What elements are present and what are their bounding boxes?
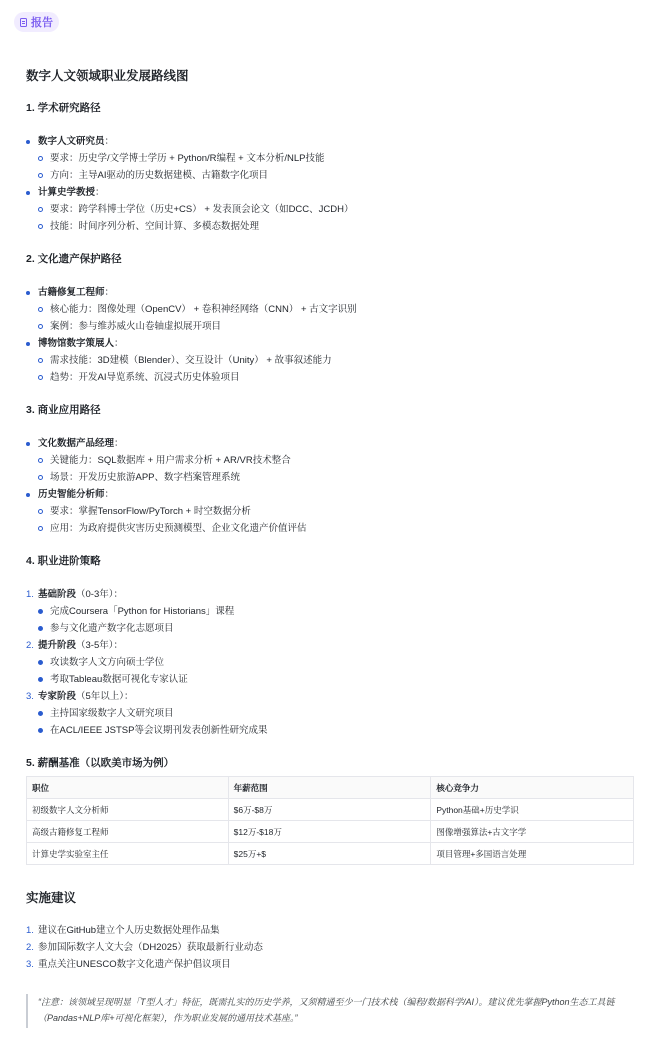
- note-blockquote: [26, 994, 632, 1028]
- stage-suffix: （0-3年）：: [76, 589, 123, 600]
- section-heading: 1. 学术研究路径: [26, 102, 101, 114]
- note-text: “注意：该领域呈现明显「T型人才」特征，既需扎实的历史学养，又须精通至少一门技术栈（编程/数据科学/AI）。建议优先掌握Python生态工具链（Pandas+NLP库+可视化框架），作为职业发展的通用技术基座。”: [38, 997, 615, 1023]
- bullet-icon: [38, 173, 43, 178]
- stage-suffix: （5年以上）：: [76, 691, 134, 702]
- report-tab[interactable]: [14, 12, 59, 32]
- role-suffix: ：: [104, 136, 115, 147]
- detail-text: 趋势：开发AI导览系统、沉浸式历史体验项目: [50, 372, 240, 383]
- table-cell: 初级数字人文分析师: [27, 799, 229, 821]
- table-header-row: [27, 777, 634, 799]
- detail-text: 案例：参与维苏威火山卷轴虚拟展开项目: [50, 321, 222, 332]
- bullet-icon: [38, 207, 43, 212]
- bullet-icon: [26, 493, 30, 497]
- bullet-icon: [38, 728, 43, 733]
- detail-text: 场景：开发历史旅游APP、数字档案管理系统: [50, 472, 241, 483]
- role-name: 古籍修复工程师: [38, 287, 105, 298]
- list-number: 2.: [26, 640, 34, 651]
- detail-text: 要求：掌握TensorFlow/PyTorch + 时空数据分析: [50, 506, 251, 517]
- list-number: 1.: [26, 589, 34, 600]
- bullet-icon: [38, 660, 43, 665]
- bullet-icon: [38, 677, 43, 682]
- suggestion-text: 重点关注UNESCO数字文化遗产保护倡议项目: [38, 959, 231, 970]
- bullet-icon: [26, 140, 30, 144]
- detail-text: 要求：跨学科博士学位（历史+CS） + 发表顶会论文（如DCC、JCDH）: [50, 204, 354, 215]
- detail-text: 方向：主导AI驱动的历史数据建模、古籍数字化项目: [50, 170, 268, 181]
- bullet-icon: [38, 626, 43, 631]
- stage-name: 基础阶段: [38, 589, 77, 600]
- bullet-icon: [38, 711, 43, 716]
- section-heading: 2. 文化遗产保护路径: [26, 253, 122, 265]
- detail-text: 应用：为政府提供灾害历史预测模型、企业文化遗产价值评估: [50, 523, 307, 534]
- table-cell: 计算史学实验室主任: [27, 843, 229, 865]
- detail-text: 关键能力：SQL数据库 + 用户需求分析 + AR/VR技术整合: [50, 455, 291, 466]
- salary-table: [26, 776, 634, 865]
- detail-text: 技能：时间序列分析、空间计算、多模态数据处理: [50, 221, 260, 232]
- column-header: 核心竞争力: [431, 777, 634, 799]
- table-cell: 图像增强算法+古文字学: [431, 821, 634, 843]
- detail-text: 要求：历史学/文学博士学历 + Python/R编程 + 文本分析/NLP技能: [50, 153, 325, 164]
- bullet-icon: [26, 191, 30, 195]
- bullet-icon: [38, 358, 43, 363]
- role-suffix: ：: [104, 489, 115, 500]
- detail-text: 考取Tableau数据可视化专家认证: [50, 674, 188, 685]
- detail-text: 参与文化遗产数字化志愿项目: [50, 623, 174, 634]
- role-suffix: ：: [104, 287, 115, 298]
- list-number: 3.: [26, 959, 34, 970]
- role-suffix: ：: [95, 187, 105, 198]
- table-cell: $25万+$: [228, 843, 431, 865]
- report-tab-label: 报告: [31, 17, 53, 29]
- column-header: 年薪范围: [228, 777, 431, 799]
- bullet-icon: [38, 375, 43, 380]
- bullet-icon: [26, 291, 30, 295]
- stage-suffix: （3-5年）：: [76, 640, 123, 651]
- suggestion-text: 参加国际数字人文大会（DH2025）获取最新行业动态: [38, 942, 263, 953]
- bullet-icon: [38, 509, 43, 514]
- table-cell: $6万-$8万: [228, 799, 431, 821]
- bullet-icon: [38, 526, 43, 531]
- section-heading: 3. 商业应用路径: [26, 404, 101, 416]
- table-cell: 项目管理+多国语言处理: [431, 843, 634, 865]
- detail-text: 完成Coursera「Python for Historians」课程: [50, 606, 235, 617]
- column-header: 职位: [27, 777, 229, 799]
- role-name: 博物馆数字策展人: [38, 338, 115, 349]
- role-name: 文化数据产品经理: [38, 438, 115, 449]
- role-suffix: ：: [114, 438, 124, 449]
- list-number: 1.: [26, 925, 34, 936]
- table-row: [27, 843, 634, 865]
- bullet-icon: [38, 224, 43, 229]
- bullet-icon: [38, 324, 43, 329]
- bullet-icon: [26, 342, 30, 346]
- role-name: 计算史学教授: [38, 187, 96, 198]
- bullet-icon: [38, 475, 43, 480]
- detail-text: 在ACL/IEEE JSTSP等会议期刊发表创新性研究成果: [50, 725, 268, 736]
- table-cell: 高级古籍修复工程师: [27, 821, 229, 843]
- detail-text: 需求技能：3D建模（Blender）、交互设计（Unity） + 故事叙述能力: [50, 355, 332, 366]
- bullet-icon: [38, 609, 43, 614]
- detail-text: 攻读数字人文方向硕士学位: [50, 657, 165, 668]
- bullet-icon: [38, 307, 43, 312]
- table-row: [27, 821, 634, 843]
- table-cell: $12万-$18万: [228, 821, 431, 843]
- stage-name: 专家阶段: [38, 691, 77, 702]
- page-title: 数字人文领域职业发展路线图: [26, 69, 189, 83]
- role-name: 历史智能分析师: [38, 489, 105, 500]
- role-name: 数字人文研究员: [38, 136, 105, 147]
- bullet-icon: [38, 156, 43, 161]
- suggestion-text: 建议在GitHub建立个人历史数据处理作品集: [38, 925, 220, 936]
- detail-text: 核心能力：图像处理（OpenCV） + 卷积神经网络（CNN） + 古文字识别: [50, 304, 357, 315]
- implementation-heading: 实施建议: [26, 891, 77, 905]
- document-icon: [20, 18, 27, 27]
- bullet-icon: [26, 442, 30, 446]
- list-number: 2.: [26, 942, 34, 953]
- bullet-icon: [38, 458, 43, 463]
- section-heading: 5. 薪酬基准（以欧美市场为例）: [26, 757, 175, 769]
- section-heading: 4. 职业进阶策略: [26, 555, 101, 567]
- list-number: 3.: [26, 691, 34, 702]
- role-suffix: ：: [114, 338, 124, 349]
- table-row: [27, 799, 634, 821]
- table-cell: Python基础+历史学识: [431, 799, 634, 821]
- stage-name: 提升阶段: [38, 640, 77, 651]
- detail-text: 主持国家级数字人文研究项目: [50, 708, 174, 719]
